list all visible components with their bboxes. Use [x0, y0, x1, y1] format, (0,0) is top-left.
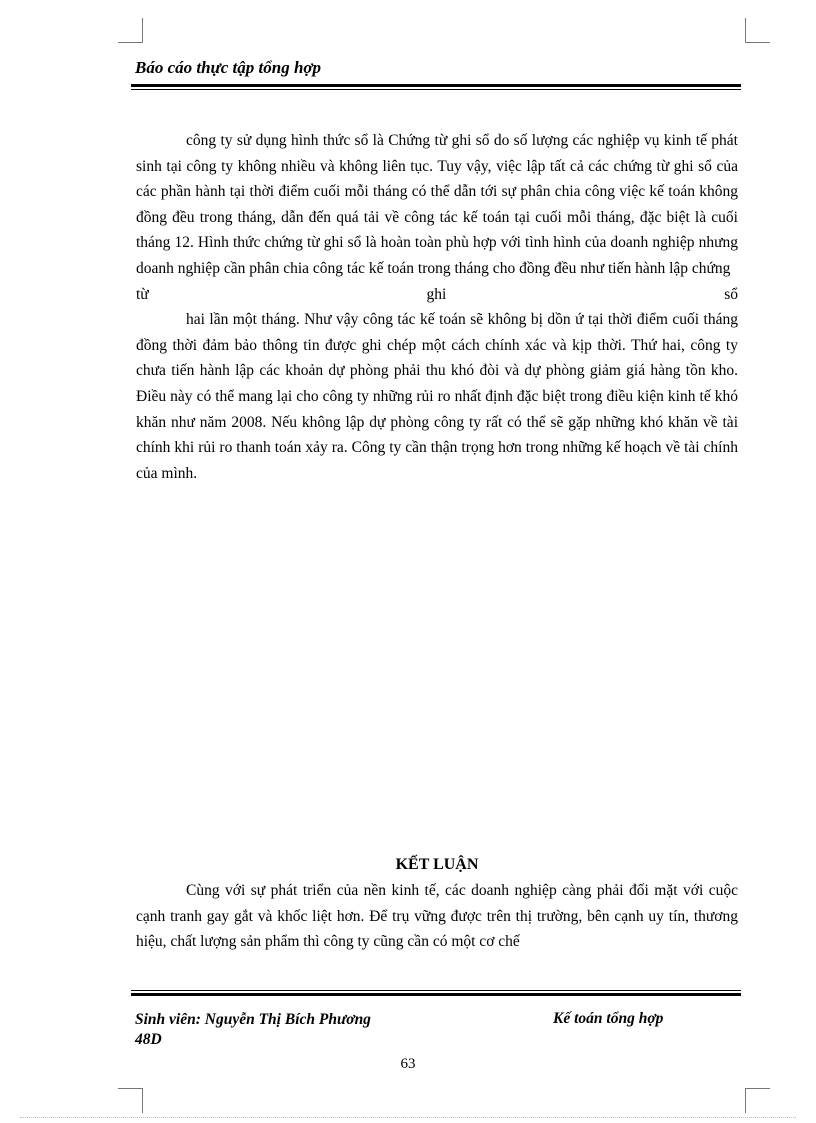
footer-rule — [131, 990, 741, 996]
footer-student-class: 48D — [135, 1031, 162, 1048]
conclusion-heading: KẾT LUẬN — [395, 856, 479, 873]
conclusion-paragraph: Cùng với sự phát triển của nền kinh tế, các doanh nghiệp càng phải đối mặt với cuộc cạnh tranh gay gắt và khốc liệt hơn. Để trụ vững được trên thị trường, bên cạnh uy tín, thương hiệu, chất lượng sản phẩm thì công ty cũng cần có một cơ chế — [136, 882, 738, 951]
paragraph-1: công ty sử dụng hình thức sổ là Chứng từ ghi sổ do số lượng các nghiệp vụ kinh tế phát sinh tại công ty không nhiều và không liên tục. Tuy vậy, việc lập tất cả các chứng từ ghi sổ của các phần hành tại thời điểm cuối mỗi tháng có thể dẫn tới sự phân chia công việc kế toán không đồng đều trong tháng, dẫn đến quá tải về công tác kế toán tại cuối mỗi tháng, đặc biệt là cuối tháng 12. Hình thức chứng từ ghi sổ là hoàn toàn phù hợp với tình hình của doanh nghiệp nhưng doanh nghiệp cần phân chia công tác kế toán trong tháng cho đồng đều như tiến hành lập chứng — [136, 132, 738, 277]
header-rule — [131, 84, 741, 90]
paragraph-2: hai lần một tháng. Như vậy công tác kế toán sẽ không bị dồn ứ tại thời điểm cuối tháng đồng thời đảm bảo thông tin được ghi chép một cách chính xác và kịp thời. Thứ hai, công ty chưa tiến hành lập các khoản dự phòng phải thu khó đòi và dự phòng giảm giá hàng tồn kho. Điều này có thể mang lại cho công ty những rủi ro nhất định đặc biệt trong điều kiện kinh tế khó khăn như năm 2008. Nếu không lập dự phòng công ty rất có thể sẽ gặp những khó khăn về tài chính khi rủi ro thanh toán xảy ra. Công ty cần thận trọng hơn trong những kế hoạch về tài chính của mình. — [136, 311, 738, 482]
word-2: ghi — [426, 285, 447, 303]
conclusion-text-block — [136, 878, 738, 955]
footer-student — [135, 1010, 371, 1050]
page-number: 63 — [400, 1056, 416, 1072]
word-1: từ — [136, 285, 149, 303]
crop-mark-top-right — [745, 18, 770, 43]
crop-mark-bottom-left — [118, 1088, 143, 1113]
page-edge-line — [20, 1117, 796, 1118]
body-text-block — [136, 128, 738, 486]
running-header-title: Báo cáo thực tập tổng hợp — [135, 58, 322, 77]
crop-mark-bottom-right — [745, 1088, 770, 1113]
footer-subject: Kế toán tổng hợp — [553, 1010, 664, 1027]
justified-word-line — [136, 282, 738, 308]
crop-mark-top-left — [118, 18, 143, 43]
footer-student-name: Sinh viên: Nguyễn Thị Bích Phương — [135, 1011, 371, 1028]
word-3: sổ — [724, 285, 738, 303]
